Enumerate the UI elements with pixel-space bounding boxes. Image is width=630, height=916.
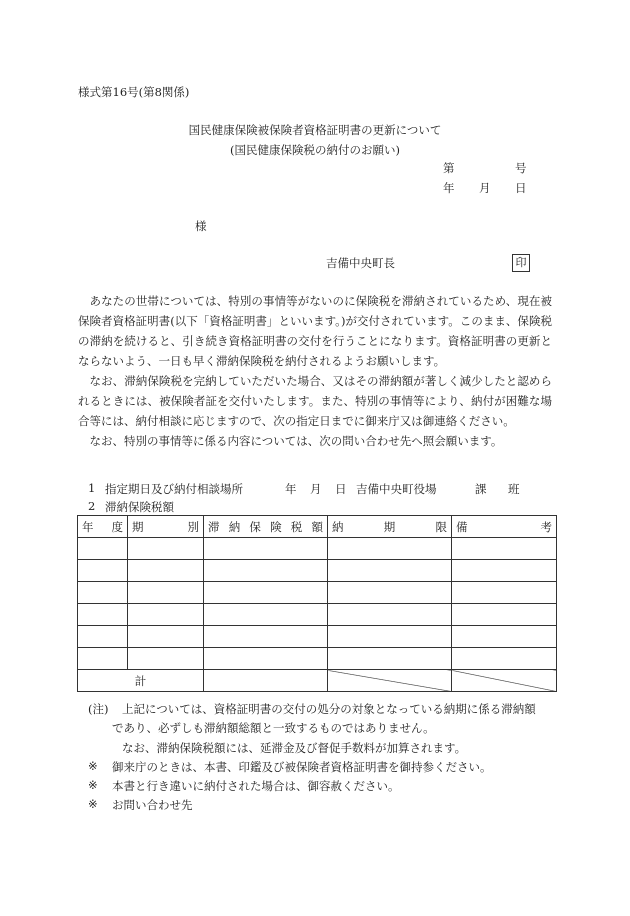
total-label: 計 (78, 670, 204, 692)
table-header-row (78, 516, 557, 538)
header-deadline: 納 期 限 (328, 516, 452, 538)
note-line-2: であり、必ずしも滞納額総額と一致するものではありません。 (112, 721, 435, 735)
header-kibetsu: 期 別 (128, 516, 204, 538)
document-subtitle: (国民健康保険税の納付のお願い) (230, 143, 400, 157)
kome-mark: ※ (88, 778, 98, 792)
kome-mark: ※ (88, 759, 98, 773)
table-total-row (78, 670, 557, 692)
table-row (78, 648, 557, 670)
number-label-go: 号 (515, 161, 527, 175)
note-bullet-1: 御来庁のときは、本書、印鑑及び被保険者資格証明書を御持参ください。 (112, 760, 492, 774)
table-row (78, 626, 557, 648)
item2-number: 2 (88, 499, 96, 513)
header-nendo: 年 度 (78, 516, 128, 538)
item1-day: 日 (335, 482, 347, 496)
item1-ka: 課 (475, 482, 487, 496)
item1-month: 月 (310, 482, 322, 496)
number-label-dai: 第 (443, 161, 455, 175)
addressee-suffix: 様 (195, 219, 207, 233)
table-row (78, 538, 557, 560)
form-number: 様式第16号(第8関係) (78, 85, 190, 99)
note-mark: (注) (88, 702, 109, 716)
note-bullet-2: 本書と行き違いに納付された場合は、御容赦ください。 (112, 779, 400, 793)
item1-label: 指定期日及び納付相談場所 (105, 482, 243, 496)
note-line-3: なお、滞納保険税額には、延滞金及び督促手数料が加算されます。 (122, 741, 467, 755)
item1-han: 班 (508, 482, 520, 496)
note-bullet-3: お問い合わせ先 (112, 798, 193, 812)
arrears-table (77, 515, 557, 692)
date-day: 日 (515, 181, 527, 195)
body-paragraph: あなたの世帯については、特別の事情等がないのに保険税を滞納されているため、現在被保険者資格証明書(以下「資格証明書」といいます。)が交付されています。このまま、保険税の滞納を続けると、引き続き資格証明書の交付を行うことになります。資格証明書の更新とならないよう、一日も早く滞納保険税を納付されるようお願いします。 (78, 294, 552, 368)
item2-label: 滞納保険税額 (105, 500, 174, 514)
body-paragraph: なお、特別の事情等に係る内容については、次の問い合わせ先へ照会願います。 (89, 434, 503, 448)
date-year: 年 (443, 181, 455, 195)
document-title: 国民健康保険被保険者資格証明書の更新について (188, 123, 442, 137)
body-paragraph: なお、滞納保険税を完納していただいた場合、又はその滞納額が著しく減少したと認められるときには、被保険者証を交付いたします。また、特別の事情等により、納付が困難な場合等には、納付相談に応じますので、次の指定日までに御来庁又は御連絡ください。 (78, 374, 552, 428)
header-amount: 滞 納 保 険 税 額 (204, 516, 328, 538)
kome-mark: ※ (88, 797, 98, 811)
note-line-1: 上記については、資格証明書の交付の処分の対象となっている納期に係る滞納額 (122, 702, 536, 716)
item1-number: 1 (88, 481, 96, 495)
total-amount (204, 670, 328, 692)
item1-year: 年 (285, 482, 297, 496)
date-month: 月 (479, 181, 491, 195)
header-remarks: 備 考 (452, 516, 557, 538)
body-text (78, 291, 552, 451)
table-row (78, 604, 557, 626)
issuer: 吉備中央町長 (326, 256, 395, 270)
seal-mark: 印 (512, 254, 530, 272)
item1-place: 吉備中央町役場 (356, 482, 437, 496)
table-row (78, 582, 557, 604)
table-row (78, 560, 557, 582)
total-remarks-slash (452, 670, 557, 692)
total-deadline-slash (328, 670, 452, 692)
